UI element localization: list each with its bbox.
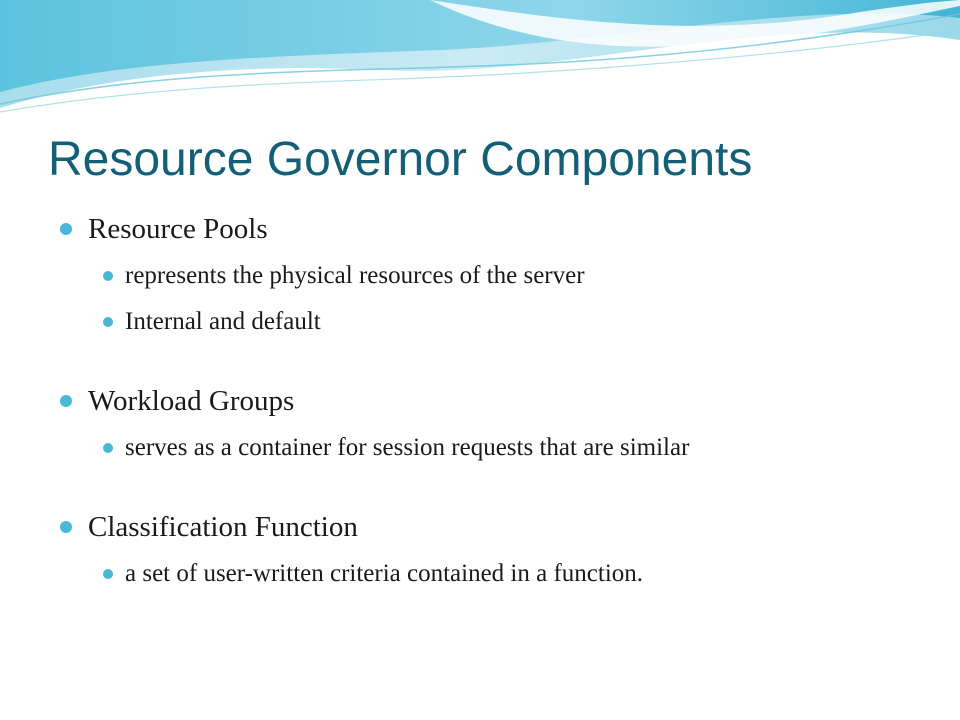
bullet-heading: Resource Pools xyxy=(88,213,268,245)
bullet-dot xyxy=(103,443,113,453)
header-wave-decoration xyxy=(0,0,960,120)
bullet-level2 xyxy=(58,299,938,345)
bullet-dot xyxy=(60,521,72,533)
bullet-dot xyxy=(103,569,113,579)
bullet-heading: Classification Function xyxy=(88,511,358,543)
bullet-text: represents the physical resources of the server xyxy=(125,262,585,289)
bullet-text: serves as a container for session requests that are similar xyxy=(125,434,690,461)
bullet-level1 xyxy=(58,377,938,425)
bullet-level2 xyxy=(58,253,938,299)
bullet-dot xyxy=(60,395,72,407)
bullet-dot xyxy=(60,223,72,235)
bullet-text: a set of user-written criteria contained in a function. xyxy=(125,560,644,587)
bullet-level2 xyxy=(58,551,938,597)
bullet-text: Internal and default xyxy=(125,308,321,335)
bullet-heading: Workload Groups xyxy=(88,385,295,417)
section-workload-groups xyxy=(58,377,938,471)
bullet-content xyxy=(58,205,938,597)
bullet-level1 xyxy=(58,205,938,253)
section-classification-function xyxy=(58,503,938,597)
section-resource-pools xyxy=(58,205,938,345)
bullet-dot xyxy=(103,317,113,327)
bullet-level1 xyxy=(58,503,938,551)
bullet-dot xyxy=(103,271,113,281)
slide-title: Resource Governor Components xyxy=(48,133,753,186)
bullet-level2 xyxy=(58,425,938,471)
